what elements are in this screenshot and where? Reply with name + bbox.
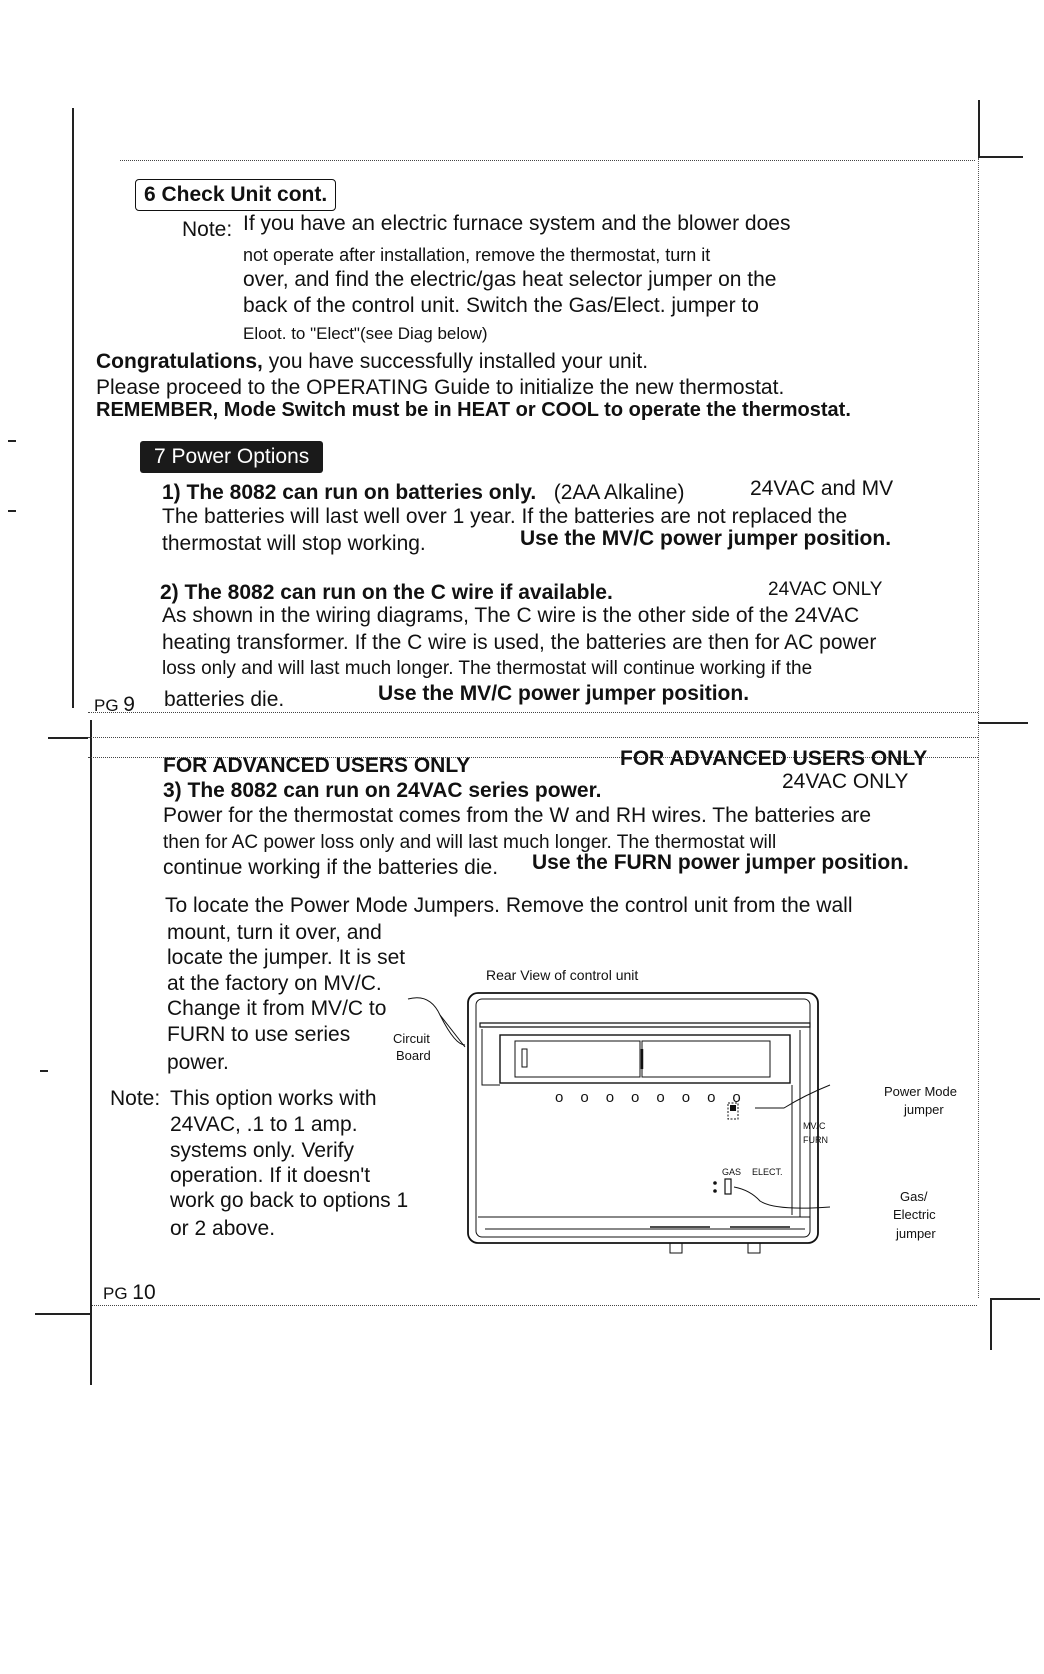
hole: o: [656, 1089, 682, 1106]
option-2-line-4: loss only and will last much longer. The thermostat will continue working if the: [162, 658, 813, 679]
proceed-line: Please proceed to the OPERATING Guide to initialize the new thermostat.: [96, 376, 785, 399]
option-2-tag: 24VAC ONLY: [768, 579, 883, 600]
option-3-line-2: Power for the thermostat comes from the W and RH wires. The batteries are: [163, 804, 872, 827]
gas-label: GAS: [722, 1167, 742, 1177]
frame-right-line-top: [978, 100, 980, 158]
option-2-line-5: batteries die.: [164, 688, 285, 711]
unit-foot-left: [670, 1243, 682, 1253]
elect-label: ELECT.: [752, 1167, 783, 1177]
note-2-line-4: operation. If it doesn't: [170, 1164, 371, 1187]
diagram-holes: [555, 1089, 758, 1106]
circuit-label-2: Board: [396, 1048, 431, 1063]
pg-label: PG: [103, 1284, 128, 1303]
frame-left-line-bottom: [90, 720, 92, 1385]
note-line-5: Eloot. to "Elect"(see Diag below): [243, 324, 488, 343]
gas-electric-label-2: Electric: [893, 1207, 936, 1222]
bottom-left-tick: [35, 1313, 90, 1315]
note-2-line-1: This option works with: [170, 1087, 377, 1110]
option-1-line-1: [162, 480, 684, 506]
bottom-dotted-rule: [92, 1305, 977, 1306]
note-2-line-5: work go back to options 1: [170, 1189, 409, 1212]
unit-left-step: [482, 1029, 500, 1085]
rear-view-title: Rear View of control unit: [486, 967, 639, 983]
circuit-label-1: Circuit: [393, 1031, 430, 1046]
option-1-line-2: The batteries will last well over 1 year. If the batteries are not replaced the: [162, 505, 848, 528]
note-2-label: Note:: [110, 1087, 161, 1110]
option-3-use: Use the FURN power jumper position.: [532, 851, 909, 874]
advanced-users-right: FOR ADVANCED USERS ONLY: [620, 747, 928, 770]
locate-line-4: at the factory on MV/C.: [167, 972, 382, 995]
hole: o: [732, 1089, 758, 1106]
power-mode-label-1: Power Mode: [884, 1084, 957, 1099]
locate-line-5: Change it from MV/C to: [167, 997, 387, 1020]
mid-dotted-rule-2: [88, 737, 978, 738]
mvc-label: MV/C: [803, 1121, 826, 1131]
advanced-users-left: FOR ADVANCED USERS ONLY: [163, 754, 471, 777]
note-line-4: back of the control unit. Switch the Gas/Elect. jumper to: [243, 294, 759, 317]
frame-right-line-bottom: [990, 1300, 992, 1350]
furn-label: FURN: [803, 1135, 828, 1145]
congratulations-bold: Congratulations,: [96, 350, 263, 373]
pg-label: PG: [94, 696, 119, 715]
circuit-board-tab: [522, 1049, 527, 1067]
option-3-tag: 24VAC ONLY: [782, 770, 909, 793]
page-number-9: [94, 693, 135, 717]
unit-top-rail: [480, 1023, 810, 1027]
section-6-heading: 6 Check Unit cont.: [135, 179, 336, 211]
gas-electric-label-1: Gas/: [900, 1189, 928, 1204]
hole: o: [707, 1089, 733, 1106]
option-2-line-3: heating transformer. If the C wire is used, the batteries are then for AC power: [162, 631, 877, 654]
option-1-bold: 1) The 8082 can run on batteries only.: [162, 481, 537, 504]
gas-elect-jumper-pins: [725, 1179, 731, 1194]
option-3-line-4: continue working if the batteries die.: [163, 856, 499, 879]
page-number-10: [103, 1281, 156, 1305]
hole: o: [681, 1089, 708, 1106]
locate-line-2: mount, turn it over, and: [167, 921, 382, 944]
mid-left-tick: [48, 737, 88, 739]
note-label: Note:: [182, 218, 233, 241]
locate-line-7: power.: [167, 1051, 229, 1074]
power-mode-label-2: jumper: [904, 1102, 944, 1117]
side-mark-3: [40, 1070, 48, 1072]
top-right-tick: [978, 156, 1023, 158]
note-2-line-6: or 2 above.: [170, 1217, 276, 1240]
hole: o: [555, 1089, 581, 1106]
note-line-3: over, and find the electric/gas heat selector jumper on the: [243, 268, 777, 291]
control-unit-diagram: [380, 985, 980, 1255]
gas-electric-label-3: jumper: [896, 1226, 936, 1241]
hole: o: [580, 1089, 606, 1106]
option-3-line-3: then for AC power loss only and will last much longer. The thermostat will: [163, 832, 777, 853]
locate-line-1: To locate the Power Mode Jumpers. Remove the control unit from the wall: [165, 894, 853, 917]
option-1-paren: (2AA Alkaline): [553, 481, 685, 504]
locate-line-6: FURN to use series: [167, 1023, 351, 1046]
side-mark-1: [8, 440, 16, 442]
locate-line-3: locate the jumper. It is set: [167, 946, 406, 969]
mid-right-tick: [978, 722, 1028, 724]
note-line-2: not operate after installation, remove the thermostat, turn it: [243, 245, 711, 265]
option-2-use: Use the MV/C power jumper position.: [378, 682, 750, 705]
frame-left-line-top: [72, 108, 74, 708]
circuit-board-slot-right: [642, 1041, 770, 1077]
option-1-tag: 24VAC and MV: [750, 477, 894, 500]
remember-line: REMEMBER, Mode Switch must be in HEAT or COOL to operate the thermostat.: [96, 399, 851, 421]
gas-elect-leader: [734, 1187, 830, 1208]
note-2-line-3: systems only. Verify: [170, 1139, 354, 1162]
side-mark-2: [8, 510, 16, 512]
bottom-right-tick: [990, 1298, 1040, 1300]
congratulations-line: [96, 349, 648, 375]
option-2-line-2: As shown in the wiring diagrams, The C wire is the other side of the 24VAC: [162, 604, 860, 627]
pg-num: 10: [132, 1281, 156, 1304]
note-2-line-2: 24VAC, .1 to 1 amp.: [170, 1113, 358, 1136]
hole: o: [605, 1089, 632, 1106]
pg-num: 9: [123, 693, 135, 716]
hole: o: [631, 1089, 657, 1106]
top-dotted-rule: [120, 160, 975, 161]
option-3-bold: 3) The 8082 can run on 24VAC series power.: [163, 779, 602, 802]
section-7-heading: 7 Power Options: [140, 441, 323, 473]
option-1-use: Use the MV/C power jumper position.: [520, 527, 892, 550]
circuit-board-slot-left: [515, 1041, 640, 1077]
option-1-line-3: thermostat will stop working.: [162, 532, 426, 555]
unit-outer-body: [468, 993, 818, 1243]
unit-foot-right: [748, 1243, 760, 1253]
option-2-bold: 2) The 8082 can run on the C wire if available.: [160, 581, 613, 604]
note-line-1: If you have an electric furnace system and the blower does: [243, 212, 791, 235]
circuit-board-outline: [500, 1035, 790, 1083]
congratulations-rest: you have successfully installed your unit.: [268, 350, 649, 373]
